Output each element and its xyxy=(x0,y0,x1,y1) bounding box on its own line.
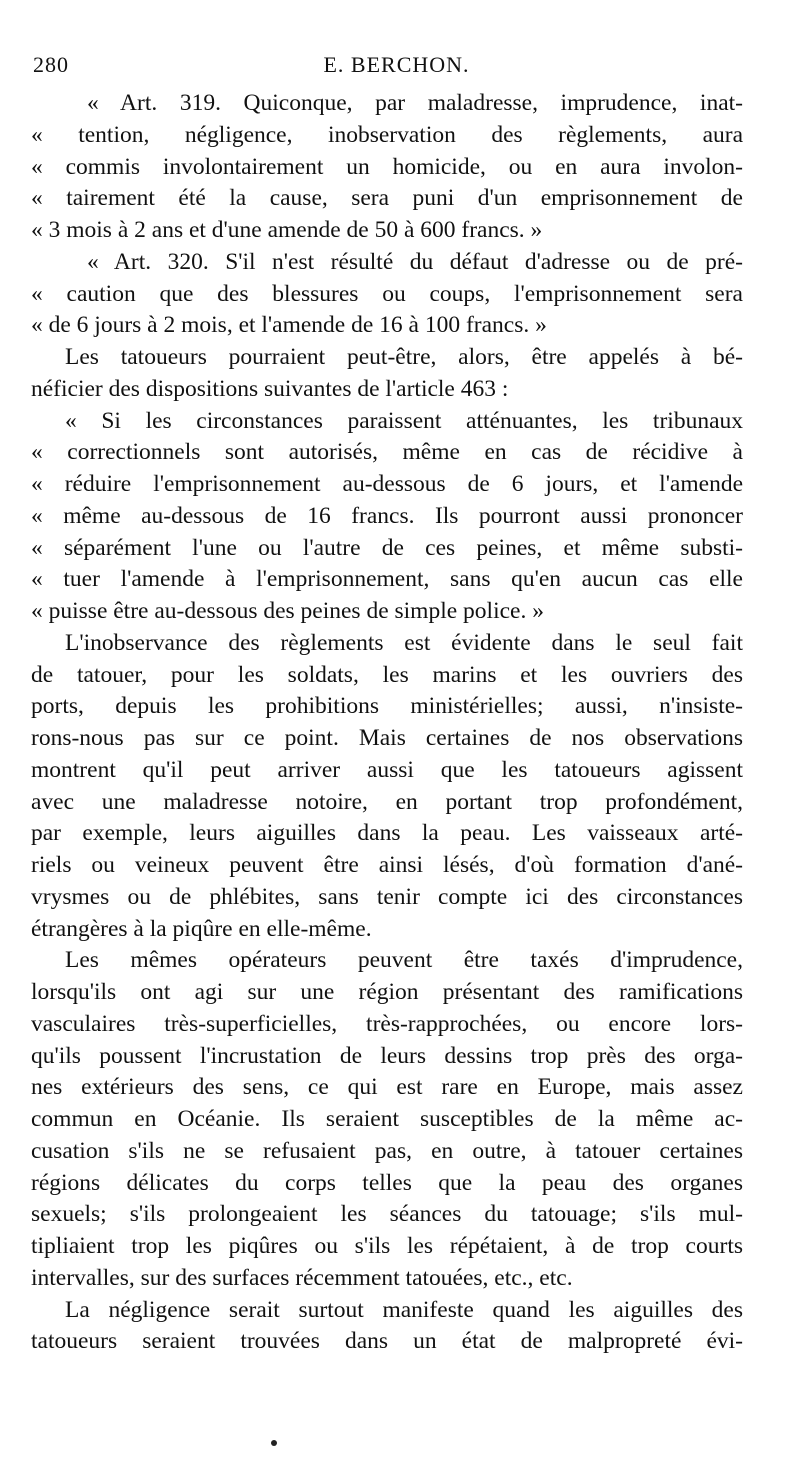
text-line: « réduire l'emprisonnement au-dessous de 6 jours, et l'amende xyxy=(31,471,743,497)
text-line: tipliaient trop les piqûres ou s'ils les répétaient, à de trop courts xyxy=(31,1233,743,1259)
text-line: Les tatoueurs pourraient peut-être, alors, être appelés à bé- xyxy=(65,344,743,370)
text-line: intervalles, sur des surfaces récemment tatouées, etc., etc. xyxy=(31,1264,573,1291)
text-line: « tairement été la cause, sera puni d'un emprisonnement de xyxy=(31,185,743,212)
text-line: vrysmes ou de phlébites, sans tenir compte ici des circonstances xyxy=(31,883,743,910)
text-line: La négligence serait surtout manifeste quand les aiguilles des xyxy=(65,1296,743,1323)
text-line: « Art. 320. S'il n'est résulté du défaut d'adresse ou de pré- xyxy=(87,248,743,275)
text-line: par exemple, leurs aiguilles dans la peau. Les vaisseaux arté- xyxy=(31,820,743,847)
text-line: « 3 mois à 2 ans et d'une amende de 50 à 600 francs. » xyxy=(31,217,543,243)
text-line: « commis involontairement un homicide, ou en aura involon- xyxy=(31,153,743,180)
text-line: avec une maladresse notoire, en portant trop profondément, xyxy=(31,788,743,815)
text-line: sexuels; s'ils prolongeaient les séances du tatouage; s'ils mul- xyxy=(31,1201,743,1228)
text-line: « Si les circonstances paraissent atténuantes, les tribunaux xyxy=(65,407,743,434)
ink-dot xyxy=(271,1440,277,1446)
text-line: « même au-dessous de 16 francs. Ils pourront aussi prononcer xyxy=(31,502,743,529)
text-line: « de 6 jours à 2 mois, et l'amende de 16 à 100 francs. » xyxy=(31,312,547,339)
text-line: qu'ils poussent l'incrustation de leurs dessins trop près des orga- xyxy=(31,1042,743,1069)
text-line: régions délicates du corps telles que la peau des organes xyxy=(31,1169,743,1196)
text-line: ports, depuis les prohibitions ministérielles; aussi, n'insiste- xyxy=(31,693,743,720)
text-line: étrangères à la piqûre en elle-même. xyxy=(31,915,372,942)
text-line: « caution que des blessures ou coups, l'emprisonnement sera xyxy=(31,280,743,307)
text-line: riels ou veineux peuvent être ainsi lésés, d'où formation d'ané- xyxy=(31,852,743,878)
running-head: E. BERCHON. xyxy=(323,52,470,77)
text-line: montrent qu'il peut arriver aussi que les tatoueurs agissent xyxy=(31,756,743,783)
text-line: « séparément l'une ou l'autre de ces peines, et même substi- xyxy=(31,534,743,561)
page-number: 280 xyxy=(33,52,69,77)
text-line: cusation s'ils ne se refusaient pas, en outre, à tatouer certaines xyxy=(31,1137,743,1164)
text-line: « tention, négligence, inobservation des règlements, aura xyxy=(31,121,743,148)
text-line: rons-nous pas sur ce point. Mais certaines de nos observations xyxy=(31,725,743,751)
text-line: commun en Océanie. Ils seraient susceptibles de la même ac- xyxy=(31,1106,743,1132)
text-line: nes extérieurs des sens, ce qui est rare en Europe, mais assez xyxy=(31,1074,743,1101)
body-text xyxy=(31,88,743,1358)
text-line: de tatouer, pour les soldats, les marins et les ouvriers des xyxy=(31,661,743,688)
text-line: vasculaires très-superficielles, très-rapprochées, ou encore lors- xyxy=(31,1010,743,1037)
text-line: néficier des dispositions suivantes de l'article 463 : xyxy=(31,375,509,402)
text-line: L'inobservance des règlements est évidente dans le seul fait xyxy=(65,629,743,656)
text-line: Les mêmes opérateurs peuvent être taxés d'imprudence, xyxy=(65,947,743,974)
text-line: tatoueurs seraient trouvées dans un état de malpropreté évi- xyxy=(31,1328,743,1355)
page-header xyxy=(33,52,760,82)
text-line: « correctionnels sont autorisés, même en cas de récidive à xyxy=(31,439,743,466)
text-line: « Art. 319. Quiconque, par maladresse, imprudence, inat- xyxy=(87,90,743,116)
text-line: lorsqu'ils ont agi sur une région présentant des ramifications xyxy=(31,979,743,1005)
text-line: « tuer l'amende à l'emprisonnement, sans qu'en aucun cas elle xyxy=(31,566,743,593)
text-line: « puisse être au-dessous des peines de simple police. » xyxy=(31,598,544,624)
